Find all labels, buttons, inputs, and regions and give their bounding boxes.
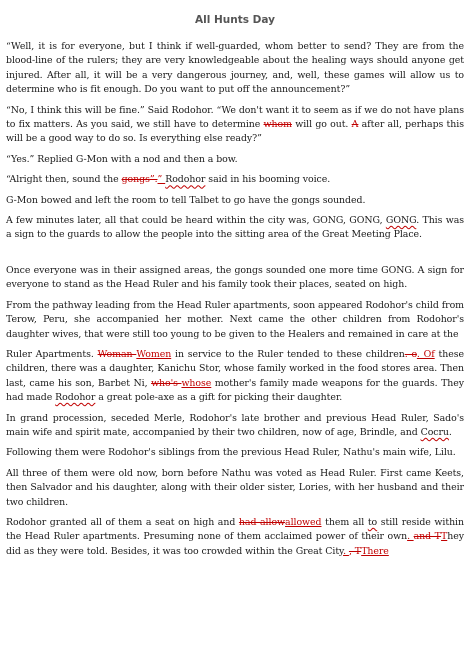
- text-run: a great pole-axe as a gift for picking their daughter.: [95, 392, 343, 404]
- document-title: All Hunts Day: [195, 14, 275, 26]
- paragraph: Following them were Rodohor's siblings from the previous Head Ruler, Nathu's main wife, Lilu.: [6, 447, 456, 459]
- text-run: will go out.: [291, 119, 352, 131]
- spelling-flag: Rodohor: [165, 174, 206, 186]
- tracked-deletion: who's: [151, 377, 182, 389]
- tracked-deletion: and T: [413, 531, 442, 543]
- tracked-insertion: whose: [181, 377, 212, 389]
- paragraph: G-Mon bowed and left the room to tell Talbet to go have the gongs sounded.: [6, 194, 366, 206]
- text-run: in service to the Ruler tended to these children: [171, 348, 405, 360]
- tracked-deletion: A: [351, 119, 359, 131]
- text-run: In grand procession, seceded Merle, Rodohor's late brother and previous Head Ruler, Sado's main wife and spirit mate, accompanied by their two children, now of age, Brindle, and: [6, 412, 464, 438]
- paragraph: Once everyone was in their assigned areas, the gongs sounded one more time GONG. A sign for everyone to stand as the Head Ruler and his family took their places, seated on high.: [6, 264, 464, 291]
- tracked-insertion: There: [361, 545, 389, 557]
- tracked-deletion: Woman: [97, 348, 137, 360]
- text-run: Rodohor granted all of them a seat on high and: [6, 516, 239, 528]
- paragraph: [6, 348, 464, 406]
- text-run: “Alright then, sound the: [6, 174, 122, 186]
- text-run: .: [448, 426, 452, 438]
- tracked-deletion: ”.: [149, 174, 158, 186]
- tracked-insertion: .: [407, 531, 414, 543]
- tracked-insertion: . Of: [416, 348, 435, 360]
- paragraph: [6, 173, 464, 187]
- tracked-deletion: whom: [263, 119, 292, 131]
- tracked-deletion: . o: [404, 348, 417, 360]
- spelling-flag: Cocru: [420, 426, 449, 438]
- paragraph: [6, 104, 464, 147]
- text-run: Ruler Apartments.: [6, 348, 98, 360]
- text-run: A few minutes later, all that could be heard within the city was, GONG, GONG,: [6, 215, 386, 227]
- document-body: [6, 40, 464, 565]
- tracked-insertion: .: [343, 545, 349, 557]
- tracked-deletion: gongs: [121, 174, 150, 186]
- text-run: hey did as they were told. Besides, it was too crowded within the Great City: [6, 531, 464, 557]
- tracked-deletion: had allow: [238, 516, 286, 528]
- paragraph: [6, 214, 464, 243]
- paragraph: From the pathway leading from the Head Ruler apartments, soon appeared Rodohor's child from Terow, Peru, she accompanied her mother. Next came the other children from Rodohor's daughter wives, that were still too young to be given to the Healers and remained in care at the: [6, 299, 464, 340]
- paragraph: “Yes.” Replied G-Mon with a nod and then a bow.: [6, 153, 238, 165]
- tracked-insertion: allowed: [285, 516, 322, 528]
- text-run: said in his booming voice.: [205, 174, 331, 186]
- tracked-insertion: Women: [136, 348, 172, 360]
- spelling-flag: Rodohor: [55, 392, 96, 404]
- text-run: “No, I think this will be fine.” Said Rodohor. “We don't want it to seem as if we do not have plans to fix matters. As you said, we still have to determine: [6, 104, 464, 131]
- tracked-deletion: , T: [348, 545, 362, 557]
- paragraph: [6, 412, 464, 441]
- text-run: these children, there was a daughter, Kanichu Stor, whose family worked in the food stores area. Then last, came his son, Barbet Ni,: [6, 348, 464, 389]
- paragraph: “Well, it is for everyone, but I think if well-guarded, whom better to send? They are from the blood-line of the rulers; they are very knowledgeable about the healing ways should anyone get injured. After all, it will be a very dangerous journey, and, well, these games will allow us to determine who is fit enough. Do you want to put off the announcement?”: [6, 41, 464, 96]
- text-run: them all: [321, 516, 368, 528]
- spelling-flag: GONG: [385, 215, 417, 227]
- paragraph: [6, 516, 464, 559]
- text-run: after all, perhaps this will be a good way to do so. Is everything else ready?”: [6, 119, 464, 145]
- spelling-flag: to: [367, 516, 378, 528]
- tracked-insertion: ”: [157, 174, 166, 186]
- text-run: . This was a sign to the guards to allow the people into the sitting area of the Great Meeting Place.: [6, 215, 464, 241]
- text-run: still reside within the Head Ruler apartments. Presuming none of them acclaimed power of their own: [6, 516, 464, 543]
- text-run: mother's family made weapons for the guards. They had made: [6, 377, 465, 404]
- paragraph: All three of them were old now, born before Nathu was voted as Head Ruler. First came Keets, then Salvador and his daughter, along with their older sister, Lories, with her husband and their two children.: [6, 467, 464, 508]
- tracked-insertion: T: [441, 531, 448, 543]
